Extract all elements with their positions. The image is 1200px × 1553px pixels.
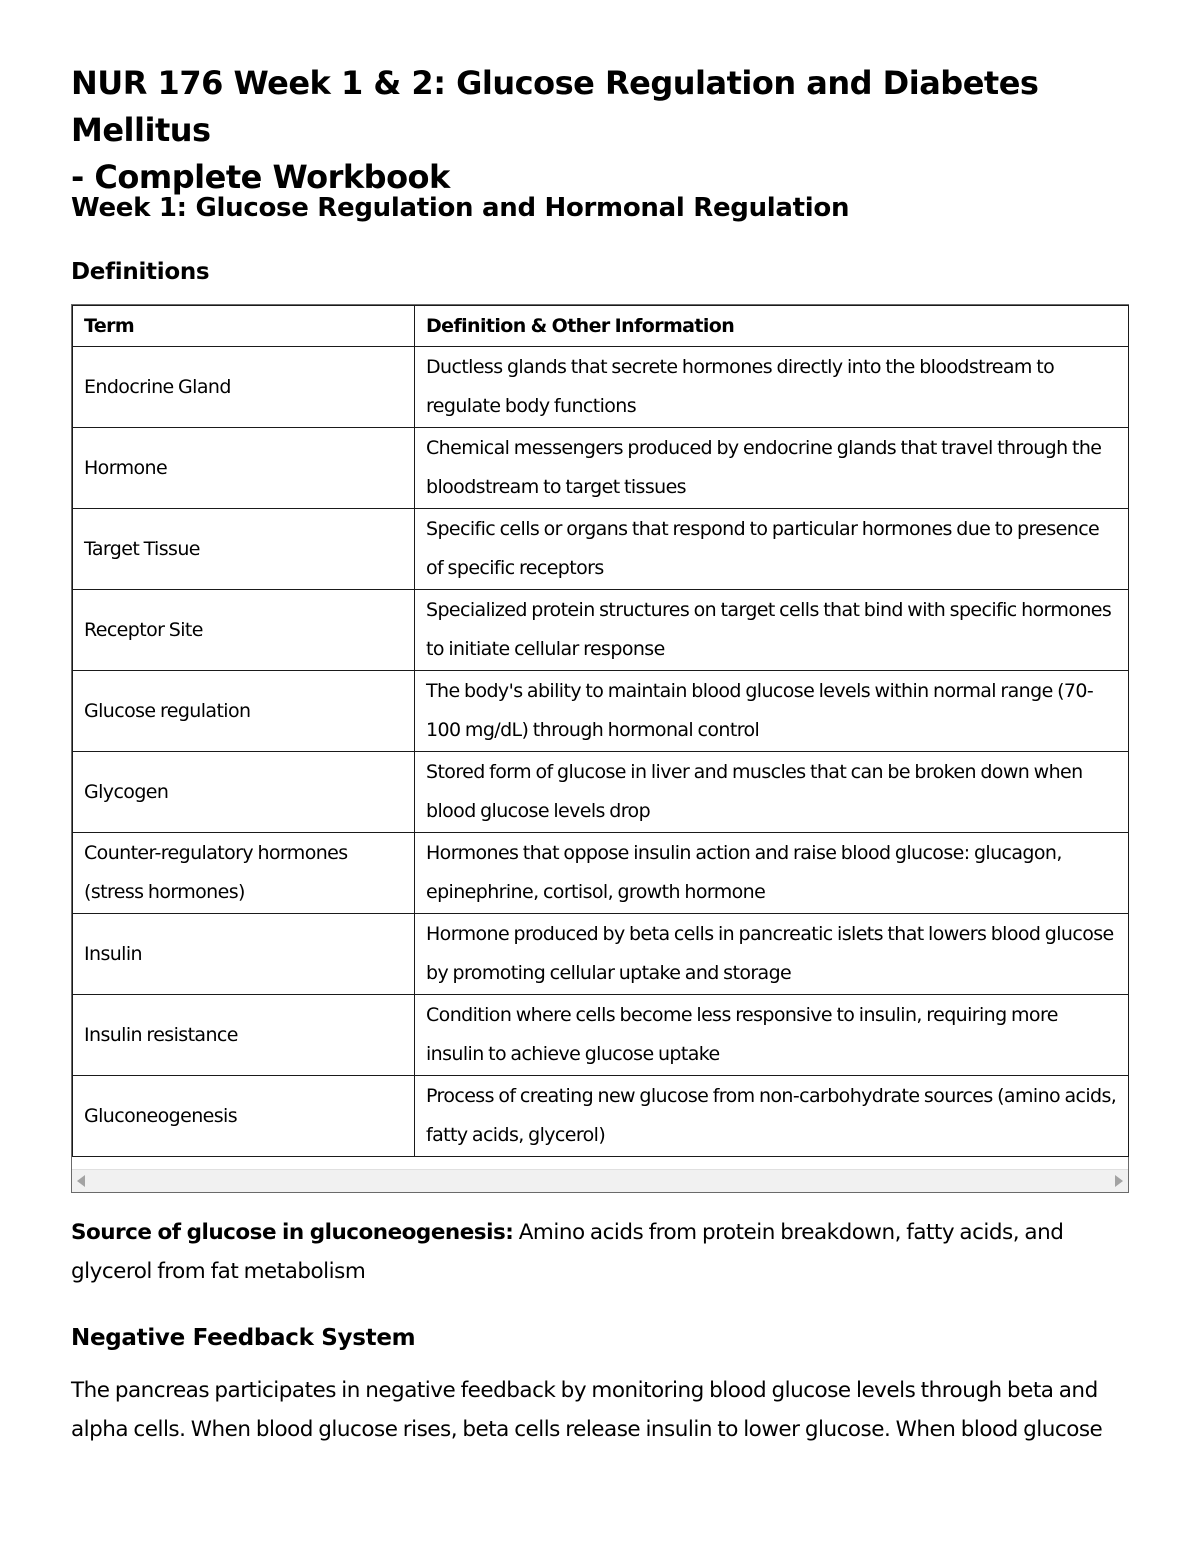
definition-cell: Specific cells or organs that respond to particular hormones due to presence of specific receptors [415,509,1129,590]
document-title-line1: NUR 176 Week 1 & 2: Glucose Regulation and Diabetes Mellitus [71,64,1039,149]
column-header-definition: Definition & Other Information [415,306,1129,347]
definition-cell: Specialized protein structures on target cells that bind with specific hormones to initiate cellular response [415,590,1129,671]
table-row [73,833,1129,914]
table-row [73,995,1129,1076]
definition-cell: Hormones that oppose insulin action and raise blood glucose: glucagon, epinephrine, cortisol, growth hormone [415,833,1129,914]
term-cell: Glycogen [73,752,415,833]
definitions-heading: Definitions [71,259,210,285]
table-row [73,914,1129,995]
definition-cell: Process of creating new glucose from non-carbohydrate sources (amino acids, fatty acids, glycerol) [415,1076,1129,1157]
table-row [73,752,1129,833]
document-page [71,60,1129,1442]
horizontal-scrollbar[interactable] [72,1169,1128,1192]
term-cell: Insulin resistance [73,995,415,1076]
term-cell: Endocrine Gland [73,347,415,428]
negative-feedback-heading: Negative Feedback System [71,1325,416,1351]
scroll-left-arrow-icon[interactable] [77,1175,85,1187]
definition-cell: Ductless glands that secrete hormones directly into the bloodstream to regulate body functions [415,347,1129,428]
table-header-row [73,306,1129,347]
column-header-term: Term [73,306,415,347]
definition-cell: The body's ability to maintain blood glucose levels within normal range (70-100 mg/dL) through hormonal control [415,671,1129,752]
table-row [73,671,1129,752]
gluconeogenesis-source-text: Amino acids from protein breakdown, fatty acids, and glycerol from fat metabolism [71,1220,1064,1284]
negative-feedback-paragraph: The pancreas participates in negative feedback by monitoring blood glucose levels through beta and alpha cells. When blood glucose rises, beta cells release insulin to lower glucose. When blood glucose [71,1378,1103,1442]
definitions-table-container [71,304,1129,1193]
term-cell: Target Tissue [73,509,415,590]
definition-cell: Condition where cells become less responsive to insulin, requiring more insulin to achieve glucose uptake [415,995,1129,1076]
document-title-line2: - Complete Workbook [71,158,450,196]
scroll-right-arrow-icon[interactable] [1115,1175,1123,1187]
table-row [73,347,1129,428]
definition-cell: Hormone produced by beta cells in pancreatic islets that lowers blood glucose by promoting cellular uptake and storage [415,914,1129,995]
gluconeogenesis-source-label: Source of glucose in gluconeogenesis: [71,1220,514,1245]
week1-heading: Week 1: Glucose Regulation and Hormonal Regulation [71,193,850,223]
table-row [73,1076,1129,1157]
term-cell: Hormone [73,428,415,509]
table-row [73,590,1129,671]
gluconeogenesis-source-paragraph [71,1213,1129,1291]
term-cell: Gluconeogenesis [73,1076,415,1157]
definition-cell: Stored form of glucose in liver and muscles that can be broken down when blood glucose levels drop [415,752,1129,833]
term-cell: Receptor Site [73,590,415,671]
term-cell: Glucose regulation [73,671,415,752]
term-cell: Insulin [73,914,415,995]
document-title [71,60,1129,201]
definitions-table [72,305,1129,1157]
table-row [73,428,1129,509]
definition-cell: Chemical messengers produced by endocrine glands that travel through the bloodstream to target tissues [415,428,1129,509]
term-cell: Counter-regulatory hormones (stress hormones) [73,833,415,914]
table-row [73,509,1129,590]
